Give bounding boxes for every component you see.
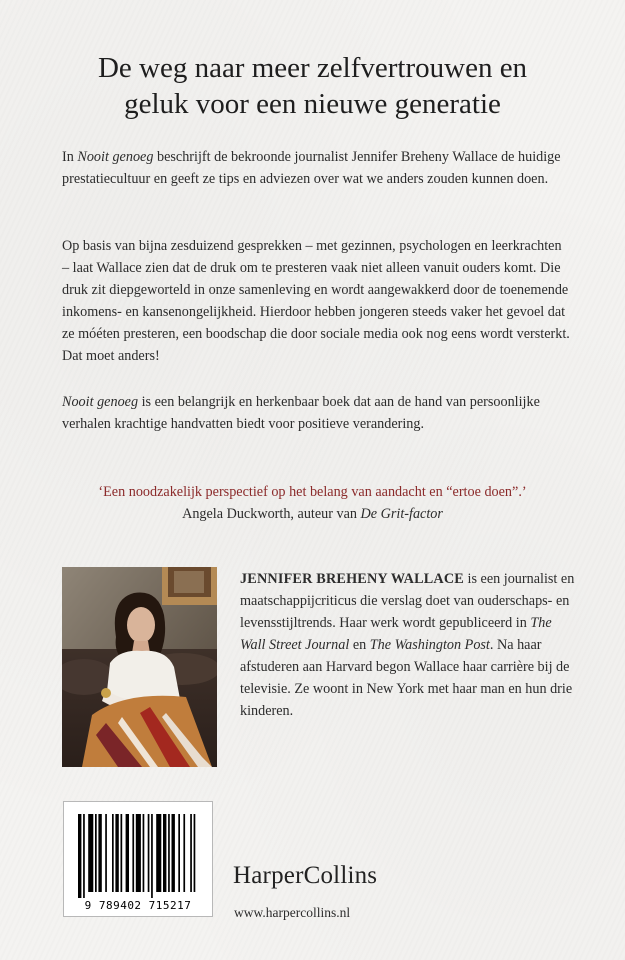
book-title: Nooit genoeg <box>77 149 154 165</box>
barcode-bar <box>78 814 81 898</box>
publication-name: The Washington Post <box>369 637 490 653</box>
barcode-bar <box>115 814 118 892</box>
barcode-bar <box>136 814 141 892</box>
barcode-bar <box>168 814 170 892</box>
headline-line-1: De weg naar meer zelfvertrouwen en <box>97 52 528 84</box>
publisher-logo: HarperCollins <box>233 862 378 889</box>
headline-line-2: geluk voor een nieuwe generatie <box>124 88 501 120</box>
barcode-bar <box>126 814 129 892</box>
barcode-bar <box>183 814 185 892</box>
isbn-barcode <box>63 801 213 917</box>
bio-text-1: is een journalist en maatschappijcriticus die verslag doet van ouderschaps- en levensstijltrends. Haar werk wordt gepubliceerd in <box>240 571 575 631</box>
quote-attribution-prefix: Angela Duckworth, auteur van <box>182 506 361 522</box>
paragraph-research: Op basis van bijna zesduizend gesprekken – met gezinnen, psychologen en leerkrachten – laat Wallace zien dat de druk om te presteren vaak niet alleen vanuit ouders komt. Die druk zit diepgeworteld in onze samenleving en wordt aangewakkerd door de toenemende inkomens- en kansenongelijkheid. Hierdoor hebben jongeren steeds vaker het gevoel dat ze móéten presteren, een boodschap die door sociale media ook nog eens wordt versterkt. Dat moet anders! <box>62 238 570 364</box>
barcode-bar <box>88 814 93 892</box>
barcode-bar <box>112 814 114 892</box>
author-bio <box>240 568 575 722</box>
publication-name: The Wall Street Journal <box>240 615 552 653</box>
barcode-bar <box>83 814 85 898</box>
barcode-bar <box>121 814 123 892</box>
barcode-bar <box>148 814 150 892</box>
barcode-bar <box>172 814 175 892</box>
publisher-website: www.harpercollins.nl <box>234 905 351 920</box>
barcode-bar <box>178 814 180 892</box>
isbn-number: 9 789402 715217 <box>84 899 192 912</box>
barcode-bar <box>98 814 101 892</box>
barcode-bar <box>143 814 145 892</box>
barcode-bar <box>105 814 107 892</box>
barcode-bar <box>194 814 196 892</box>
bio-text-3: . Na haar afstuderen aan Harvard begon Wallace haar carrière bij de televisie. Ze woont in New York met haar man en hun drie kinderen. <box>240 637 573 719</box>
paragraph-summary-rest: is een belangrijk en herkenbaar boek dat aan de hand van persoonlijke verhalen krachtige handvatten biedt voor positieve verandering. <box>62 394 540 432</box>
quote-text: ‘Een noodzakelijk perspectief op het belang van aandacht en “ertoe doen”.’ <box>98 484 527 500</box>
barcode-bar <box>190 814 192 892</box>
author-name: JENNIFER BREHENY WALLACE <box>240 571 464 587</box>
endorsement-quote <box>40 481 585 525</box>
barcode-bar <box>132 814 134 892</box>
barcode-bar <box>151 814 153 898</box>
paragraph-intro-lead: In <box>62 149 78 165</box>
barcode-bar <box>95 814 97 892</box>
headline <box>40 50 585 122</box>
barcode-bar <box>163 814 166 892</box>
paragraph-intro-rest: beschrijft de bekroonde journalist Jennifer Breheny Wallace de huidige prestatiecultuur en geeft ze tips en adviezen over wat we anders zouden kunnen doen. <box>62 149 561 187</box>
barcode-bar <box>156 814 161 892</box>
paragraph-intro <box>62 146 572 190</box>
author-photo <box>62 567 217 767</box>
bio-text-2: en <box>349 637 370 653</box>
quote-attribution <box>40 503 585 525</box>
book-title: Nooit genoeg <box>62 394 139 410</box>
paragraph-summary <box>62 391 572 435</box>
quote-attribution-book: De Grit-factor <box>360 506 443 522</box>
